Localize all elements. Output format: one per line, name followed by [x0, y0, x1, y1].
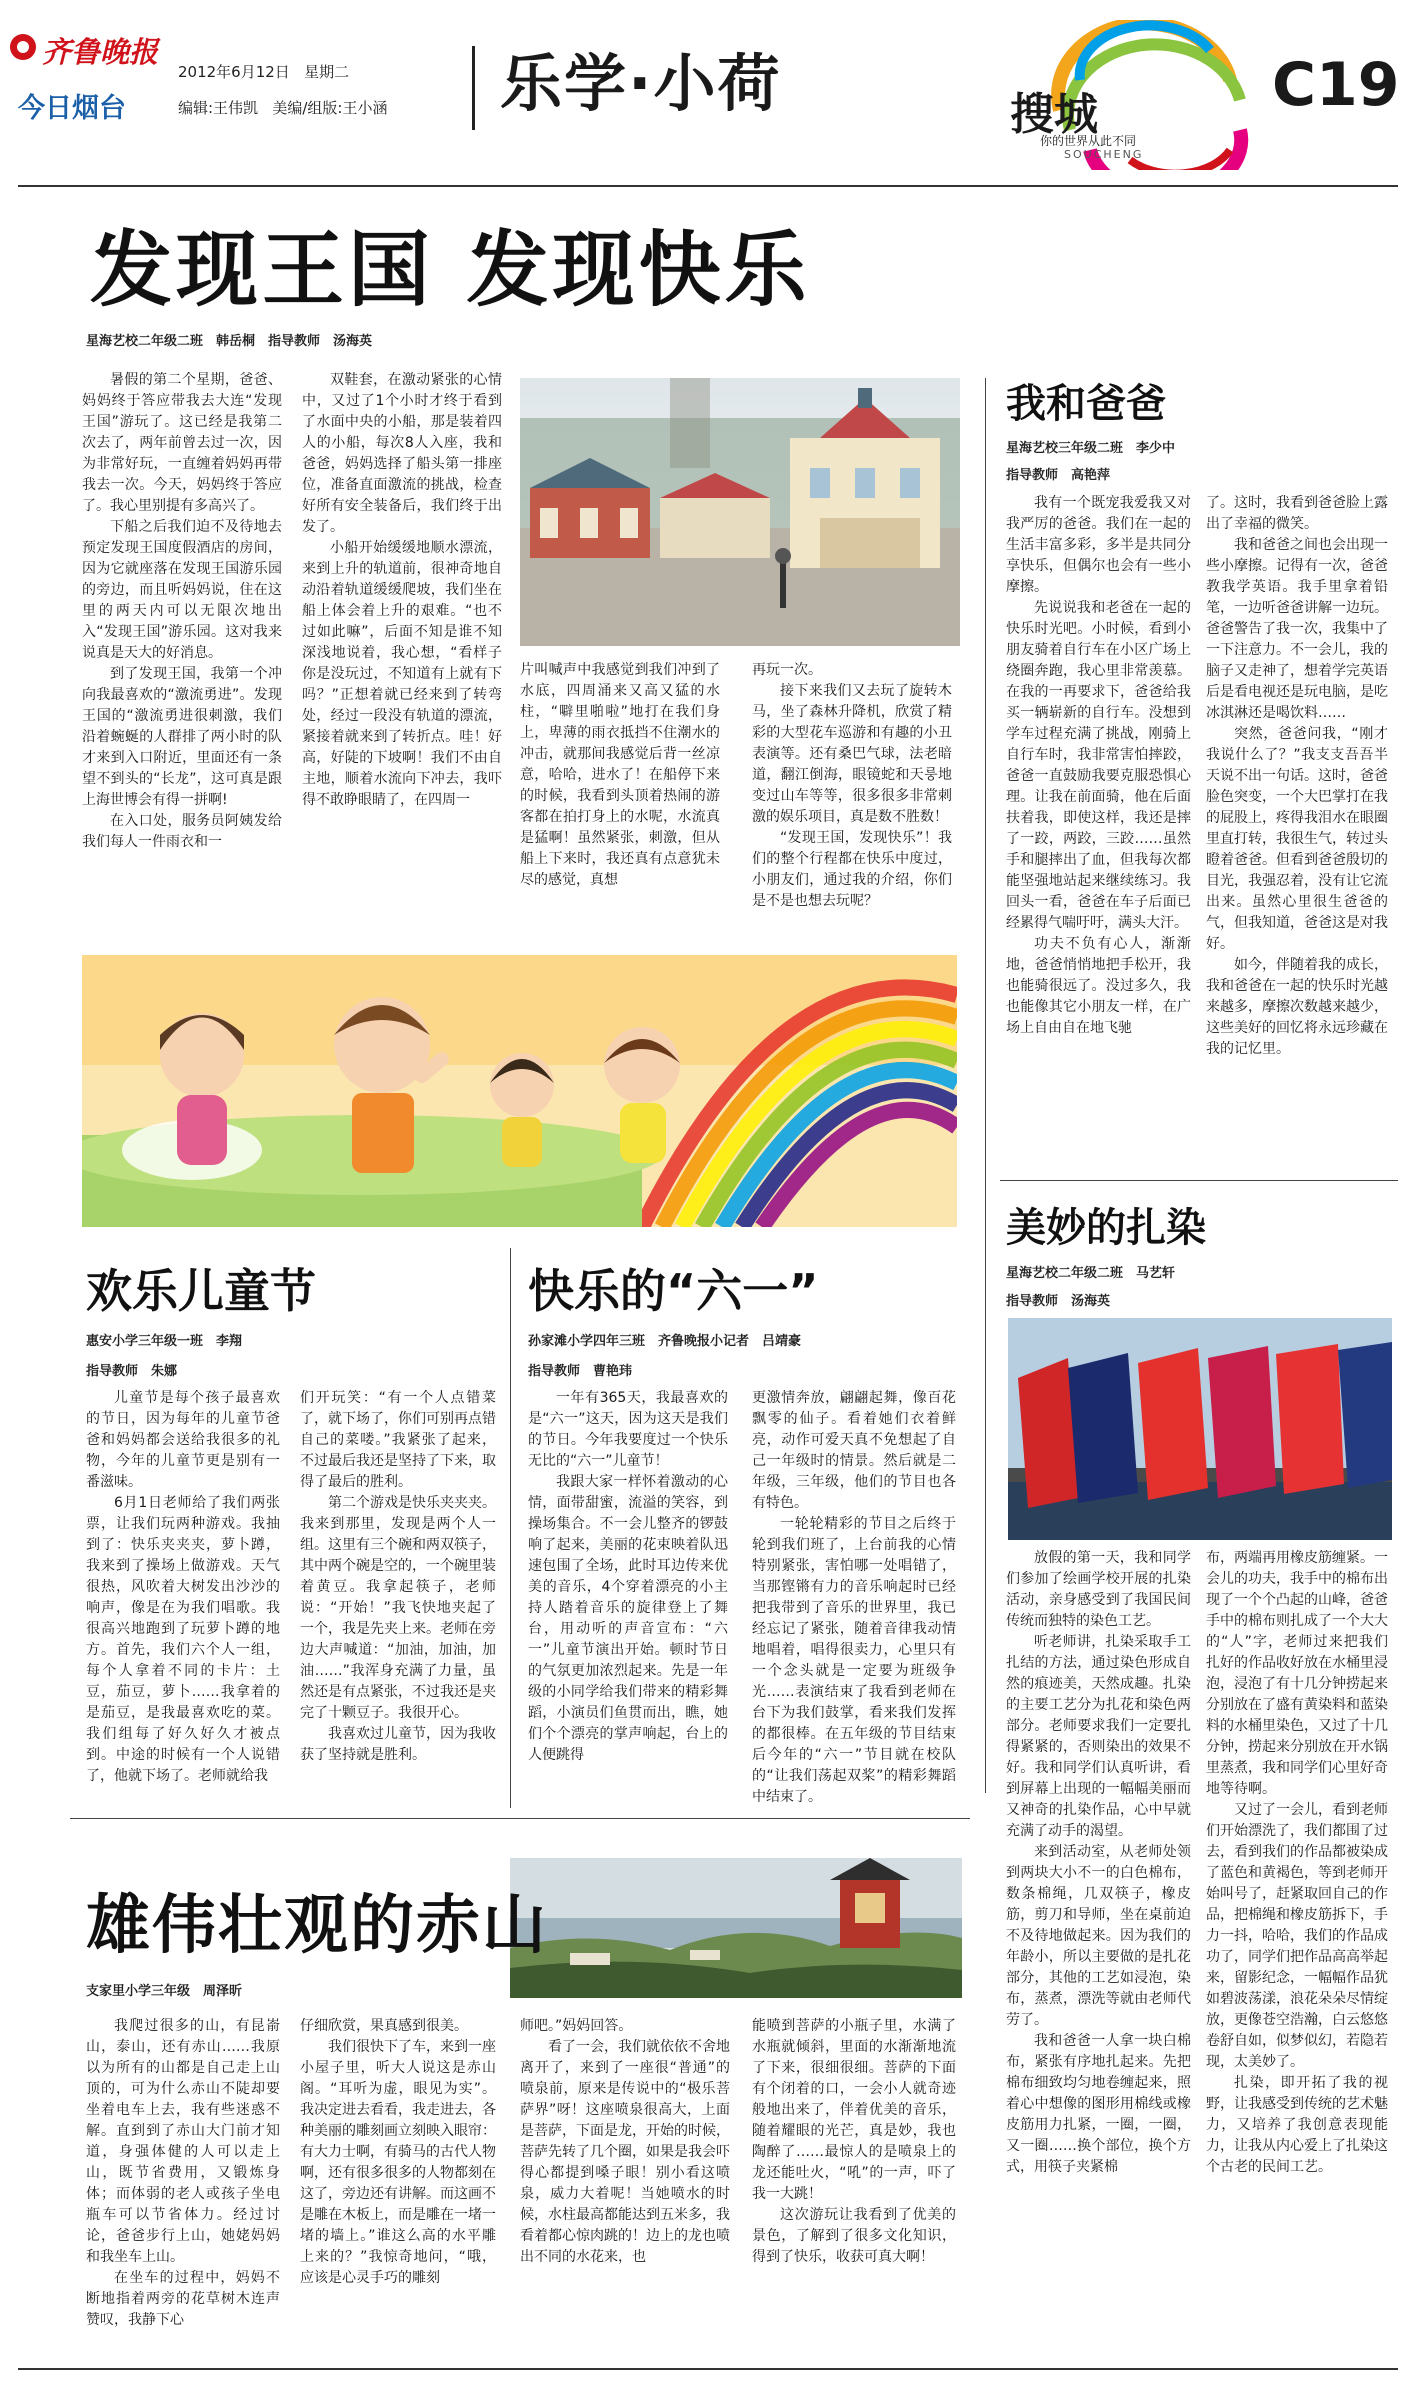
- paragraph: 放假的第一天，我和同学们参加了绘画学校开展的扎染活动，亲身感受到了我国民间传统而独特的染色工艺。: [1006, 1550, 1191, 1629]
- paper-name: 齐鲁晚报: [42, 35, 159, 69]
- paragraph: 仔细欣赏，果真感到很美。: [300, 2018, 468, 2034]
- column-divider-right: [985, 378, 986, 1793]
- tiedye-article-col-2: [1206, 1548, 1388, 2368]
- tiedye-article-title: 美妙的扎染: [1006, 1205, 1206, 1251]
- paragraph: 在入口处，服务员阿姨发给我们每人一件雨衣和一: [82, 813, 282, 850]
- paragraph: 又过了一会儿，看到老师们开始漂洗了，我们都围了过去，看到我们的作品都被染成了蓝色和黄褐色，等到老师开始叫号了，赶紧取回自己的作品，把棉绳和橡皮筋拆下，手力一抖，哈哈，我们的作品成功了，同学们把作品高高举起来，留影纪念，一幅幅作品犹如碧波荡漾，浪花朵朵尽情绽放，更像苍空浩瀚，白云悠悠卷舒自如，似梦似幻，若隐若现，太美妙了。: [1206, 1802, 1388, 2070]
- section-divider: [1000, 1180, 1398, 1181]
- paragraph: 听老师讲，扎染采取手工扎结的方法，通过染色形成自然的痕迹美，天然成趣。扎染的主要工艺分为扎花和染色两部分。老师要求我们一定要扎得紧紧的，否则染出的效果不好。我和同学们认真听讲，看到屏幕上出现的一幅幅美丽而又神奇的扎染作品，心中早就充满了动手的渴望。: [1006, 1634, 1191, 1839]
- issue-date: 2012年6月12日: [178, 63, 290, 81]
- dad-article-byline: 星海艺校三年级二班 李少中: [1006, 441, 1176, 456]
- paragraph: 我和爸爸一人拿一块白棉布，紧张有序地扎起来。先把棉布细致均匀地卷缠起来，照着心中想像的图形用棉线或橡皮筋用力扎紧，一圈，一圈，又一圈……换个部位，换个方式，用筷子夹紧棉: [1006, 2033, 1191, 2175]
- paragraph: 了。这时，我看到爸爸脸上露出了幸福的微笑。: [1206, 495, 1388, 532]
- chishan-col-4: [752, 2016, 956, 2356]
- section-title: 乐学·小荷: [500, 47, 782, 120]
- edition-name: 今日烟台: [18, 93, 126, 124]
- paragraph: 一轮轮精彩的节目之后终于轮到我们班了，上台前我的心情特别紧张，害怕哪一处唱错了，当那铿锵有力的音乐响起时已经把我带到了音乐的世界里，我已经忘记了紧张，随着音律我动情地唱着，唱得很卖力，心里只有一个念头就是一定要为班级争光……表演结束了我看到老师在台下为我们鼓掌，看来我们发挥的都很棒。在五年级的节目结束后今年的“六一”节目就在校队的“让我们荡起双桨”的精彩舞蹈中结束了。: [752, 1516, 956, 1805]
- column-divider-mid: [510, 1248, 511, 1808]
- children-day-article-teacher: 指导教师 曹艳玮: [528, 1364, 633, 1379]
- tiedye-article-byline: 星海艺校二年级二班 马艺轩: [1006, 1266, 1176, 1281]
- page-number: C19: [1272, 50, 1400, 120]
- kids-day-col-2: [300, 1388, 496, 1808]
- main-article-col-1: [82, 370, 282, 945]
- editor-credit: 编辑:王伟凯: [178, 99, 259, 117]
- kids-day-article-teacher: 指导教师 朱娜: [86, 1364, 178, 1379]
- paragraph: 暑假的第二个星期，爸爸、妈妈终于答应带我去大连“发现王国”游玩了。这已经是我第二次去了，两年前曾去过一次，因为非常好玩，一直缠着妈妈再带我去一次。今天，妈妈终于答应了。我心里别提有多高兴了。: [82, 372, 282, 514]
- paragraph: 接下来我们又去玩了旋转木马，坐了森林升降机，欣赏了精彩的大型花车巡游和有趣的小丑表演等。还有桑巴气球，法老暗道，翻江倒海，眼镜蛇和天룽地变过山车等等，很多很多非常刺激的娱乐项目，真是数不胜数！: [752, 683, 952, 825]
- paragraph: 我喜欢过儿童节，因为我收获了坚持就是胜利。: [300, 1726, 496, 1763]
- brand-name: 搜城: [1010, 89, 1098, 140]
- paragraph: 突然，爸爸问我，“刚才我说什么了？”我支支吾吾半天说不出一句话。这时，爸爸脸色突变，一个大巴掌打在我的屁股上，疼得我泪水在眼圈里直打转，我很生气，转过头瞪着爸爸。但看到爸爸殷切的目光，我强忍着，没有让它流出来。虽然心里很生爸爸的气，但我知道，爸爸这是对我好。: [1206, 726, 1388, 952]
- designer-credit: 美编/组版:王小涵: [272, 99, 388, 117]
- main-article-byline: 星海艺校二年级二班 韩岳桐 指导教师 汤海英: [86, 334, 373, 349]
- kids-day-article-title: 欢乐儿童节: [86, 1264, 316, 1318]
- paragraph: 我有一个既宠我爱我又对我严厉的爸爸。我们在一起的生活丰富多彩，多半是共同分享快乐，但偶尔也会有一些小摩擦。: [1006, 495, 1191, 595]
- footer-rule: [18, 2368, 1398, 2370]
- tiedye-photo: [1008, 1318, 1392, 1540]
- chishan-col-2: [300, 2016, 496, 2356]
- paragraph: 来到活动室，从老师处领到两块大小不一的白色棉布，数条棉绳，几双筷子，橡皮筋，剪刀和导师，坐在桌前迫不及待地做起来。因为我们的年龄小，所以主要做的是扎花部分，其他的工艺如浸泡，染布，蒸煮，漂洗等就由老师代劳了。: [1006, 1844, 1191, 2028]
- children-day-col-2: [752, 1388, 956, 1808]
- kids-day-col-1: [86, 1388, 280, 1808]
- paragraph: 如今，伴随着我的成长，我和爸爸在一起的快乐时光越来越多，摩擦次数越来越少，这些美好的回忆将永远珍藏在我的记忆里。: [1206, 957, 1388, 1057]
- masthead: [0, 0, 1417, 190]
- header-info: [178, 54, 387, 126]
- paragraph: 们开玩笑：“有一个人点错菜了，就下场了，你们可别再点错自己的菜喽。”我紧张了起来，不过最后我还是坚持了下来，取得了最后的胜利。: [300, 1390, 496, 1490]
- paragraph: 我们很快下了车，来到一座小屋子里，听大人说这是赤山阁。“耳听为虚，眼见为实”。我决定进去看看，我走进去，各种美丽的雕刻画立刻映入眼帘：有大力士啊，有骑马的古代人物啊，还有很多很多的人物都刻在这了，旁边还有讲解。而这画不是雕在木板上，而是雕在一堵一堵的墙上。”谁这么高的水平雕上来的？”我惊奇地问，“哦，应该是心灵手巧的雕刻: [300, 2039, 496, 2286]
- brand-slogan: 你的世界从此不同: [1040, 134, 1137, 148]
- paragraph: 再玩一次。: [752, 662, 822, 678]
- dad-article-col-1: [1006, 493, 1191, 1165]
- paragraph: 布，两端再用橡皮筋缠紧。一会儿的功夫，我手中的棉布出现了一个个凸起的山峰，爸爸手中的棉布则扎成了一个大大的“人”字，老师过来把我们扎好的作品收好放在水桶里浸泡，浸泡了有十几分钟捞起来分别放在了盛有黄染料和蓝染料的水桶里染色，又过了十几分钟，捞起来分别放在开水锅里蒸煮，我和同学们心里好奇地等待啊。: [1206, 1550, 1388, 1797]
- tiedye-article-col-1: [1006, 1548, 1191, 2368]
- paragraph: 小船开始缓缓地顺水漂流，来到上升的轨道前，很神奇地自动沿着轨道缓缓爬坡，我们坐在船上体会着上升的艰难。“也不过如此嘛”，后面不知是谁不知深浅地说着，我心想，“看样子你是没玩过，不知道有上就有下吗？”正想着就已经来到了转弯处，经过一段没有轨道的漂流，紧接着就来到了转折点。哇！好高，好陡的下坡啊！我们不由自主地，顺着水流向下冲去，我吓得不敢睁眼睛了，在四周一: [302, 540, 502, 808]
- brand-pinyin: SOUCHENG: [1064, 148, 1144, 161]
- paragraph: “发现王国，发现快乐”！我们的整个行程都在快乐中度过，小朋友们，通过我的介绍，你们是不是也想去玩呢？: [752, 830, 952, 909]
- paragraph: 我跟大家一样怀着激动的心情，面带甜蜜，流溢的笑容，到操场集合。不一会儿整齐的锣鼓响了起来，美丽的花束映着队迅速包围了全场，此时耳边传来优美的音乐，4个穿着漂亮的小主持人踏着音乐的旋律登上了舞台，用动听的声音宣布：“六一”儿童节演出开始。顿时节日的气氛更加浓烈起来。先是一年级的小同学给我们带来的精彩舞蹈，小演员们鱼贯而出，瞧，她们个个漂亮的掌声响起，台上的人便跳得: [528, 1474, 728, 1763]
- paragraph: 到了发现王国，我第一个冲向我最喜欢的“激流勇进”。发现王国的“激流勇进很刺激，我们沿着蜿蜒的人群排了两小时的队才来到入口附近，里面还有一条望不到头的“长龙”，这可真是跟上海世博会有得一拼啊!: [82, 666, 282, 808]
- tiedye-article-teacher: 指导教师 汤海英: [1006, 1294, 1111, 1309]
- chishan-photo: [510, 1858, 962, 1998]
- paragraph: 在坐车的过程中，妈妈不断地指着两旁的花草树木连声赞叹，我静下心: [86, 2270, 280, 2328]
- children-day-col-1: [528, 1388, 728, 1808]
- chishan-col-1: [86, 2016, 280, 2356]
- logo-sun-icon: [8, 32, 38, 62]
- kids-day-article-byline: 惠安小学三年级一班 李翔: [86, 1334, 243, 1349]
- issue-weekday: 星期二: [304, 63, 350, 81]
- paragraph: 这次游玩让我看到了优美的景色，了解到了很多文化知识，得到了快乐，收获可真大啊！: [752, 2207, 956, 2265]
- dad-article-col-2: [1206, 493, 1388, 1165]
- header-divider: [472, 46, 475, 130]
- paragraph: 第二个游戏是快乐夹夹夹。我来到那里，发现是两个人一组。这里有三个碗和两双筷子，其中两个碗是空的，一个碗里装着黄豆。我拿起筷子，老师说：“开始！”我飞快地夹起了一个，我是先夹上来。老师在旁边大声喊道：“加油，加油，加油……”我浑身充满了力量，虽然还是有点紧张，不过我还是夹完了十颗豆子。我很开心。: [300, 1495, 496, 1721]
- children-day-article-byline: 孙家滩小学四年三班 齐鲁晚报小记者 吕靖豪: [528, 1334, 802, 1349]
- paragraph: 能喷到菩萨的小瓶子里，水满了水瓶就倾斜，里面的水渐渐地流了下来，很细很细。菩萨的下面有个闭着的口，一会小人就奇迹般地出来了，伴着优美的音乐，随着耀眼的光芒，真是妙，我也陶醉了……最惊人的是喷泉上的龙还能吐火，“吼”的一声，吓了我一大跳！: [752, 2018, 956, 2202]
- chishan-article-title: 雄伟壮观的赤山: [86, 1889, 548, 1963]
- main-article-col-2: [302, 370, 502, 945]
- section-divider: [70, 1818, 970, 1819]
- paragraph: 师吧。”妈妈回答。: [520, 2018, 633, 2034]
- paragraph: 一年有365天，我最喜欢的是“六一”这天，因为这天是我们的节日。今年我要度过一个快乐无比的“六一”儿童节！: [528, 1390, 728, 1469]
- dad-article-teacher: 指导教师 高艳萍: [1006, 468, 1111, 483]
- dad-article-title: 我和爸爸: [1006, 381, 1166, 427]
- children-illustration: [82, 955, 957, 1227]
- paragraph: 更激情奔放，翩翩起舞，像百花飘零的仙子。看着她们衣着鲜亮，动作可爱天真不免想起了自己一年级时的情景。然后就是二年级，三年级，他们的节目也各有特色。: [752, 1390, 956, 1511]
- header-rule: [18, 185, 1398, 187]
- paragraph: 我和爸爸之间也会出现一些小摩擦。记得有一次，爸爸教我学英语。我手里拿着铅笔，一边听爸爸讲解一边玩。爸爸警告了我一次，我集中了一下注意力。不一会儿，我的脑子又走神了，想着学完英语后是看电视还是玩电脑，是吃冰淇淋还是喝饮料……: [1206, 537, 1388, 721]
- children-day-article-title: 快乐的“六一”: [528, 1264, 819, 1318]
- paragraph: 先说说我和老爸在一起的快乐时光吧。小时候，看到小朋友骑着自行车在小区广场上绕圈奔跑，我心里非常羡慕。在我的一再要求下，爸爸给我买一辆崭新的自行车。没想到学车过程充满了挑战，刚骑上自行车时，我非常害怕摔跤，爸爸一直鼓励我要克服恐惧心理。让我在前面骑，他在后面扶着我，即使这样，我还是摔了一跤，两跤，三跤……虽然手和腿摔出了血，但我每次都能坚强地站起来继续练习。我回头一看，爸爸在车子后面已经累得气喘吁吁，满头大汗。: [1006, 600, 1191, 931]
- paragraph: 6月1日老师给了我们两张票，让我们玩两种游戏。我抽到了：快乐夹夹夹，萝卜蹲，我来到了操场上做游戏。天气很热，风吹着大树发出沙沙的响声，像是在为我们唱歌。我很高兴地跑到了玩萝卜蹲的地方。首先，我们六个人一组，每个人拿着不同的卡片：土豆，茄豆，萝卜……我拿着的是茄豆，是我最喜欢吃的菜。我们组每了好久好久才被点到。中途的时候有一个人说错了，他就下场了。老师就给我: [86, 1495, 280, 1784]
- chishan-col-3: [520, 2016, 730, 2356]
- main-article-col-4: [752, 660, 952, 950]
- paragraph: 扎染，即开拓了我的视野，让我感受到传统的艺术魅力，又培养了我创意表现能力，让我从内心爱上了扎染这个古老的民间工艺。: [1206, 2075, 1388, 2175]
- paragraph: 看了一会，我们就依依不舍地离开了，来到了一座很“普通”的喷泉前，原来是传说中的“极乐菩萨界”呀！这座喷泉很高大，上面是菩萨，下面是龙，开始的时候，菩萨先转了几个圈，如果是我会吓得心都提到嗓子眼！别小看这喷泉，威力大着呢！当她喷水的时候，水柱最高都能达到五米多，我看着都心惊肉跳的！边上的龙也喷出不同的水花来，也: [520, 2039, 730, 2265]
- paragraph: 双鞋套，在激动紧张的心情中，又过了1个小时才终于看到了水面中央的小船，那是装着四人的小船，每次8人入座，我和爸爸，妈妈选择了船头第一排座位，准备直面激流的挑战，检查好所有安全装备后，我们终于出发了。: [302, 372, 502, 535]
- chishan-article-byline: 支家里小学三年级 周泽昕: [86, 1984, 243, 1999]
- discovery-kingdom-photo: [520, 378, 960, 646]
- paragraph: 儿童节是每个孩子最喜欢的节日，因为每年的儿童节爸爸和妈妈都会送给我很多的礼物，今年的儿童节更是别有一番滋味。: [86, 1390, 280, 1490]
- main-article-title: 发现王国 发现快乐: [90, 223, 811, 318]
- main-article-col-3: [520, 660, 720, 950]
- paragraph: 功夫不负有心人，渐渐地，爸爸悄悄地把手松开，我也能骑很远了。没过多久，我也能像其它小朋友一样，在广场上自由自在地飞驰: [1006, 936, 1191, 1036]
- paragraph: 我爬过很多的山，有昆嵛山，泰山，还有赤山……我原以为所有的山都是自己走上山顶的，可为什么赤山不陡却要坐着电车上去，我有些迷惑不解。直到到了赤山大门前才知道，身强体健的人可以走上山，既节省费用，又锻炼身体；而体弱的老人或孩子坐电瓶车可以节省体力。经过讨论，爸爸步行上山，她姥妈妈和我坐车上山。: [86, 2018, 280, 2265]
- paper-logo: [8, 30, 178, 69]
- paragraph: 片叫喊声中我感觉到我们冲到了水底，四周涌来又高又猛的水柱，“噼里啪啦”地打在我们身上，卑薄的雨衣抵挡不住潮水的冲击，就那间我感觉后背一丝凉意，哈哈，进水了！在船停下来的时候，我看到头顶着热闹的游客都在拍打身上的水呢，水流真是猛啊！虽然紧张，刺激，但从船上下来时，我还真有点意犹未尽的感觉，真想: [520, 662, 720, 888]
- paragraph: 下船之后我们迫不及待地去预定发现王国度假酒店的房间，因为它就座落在发现王国游乐园的旁边，而且听妈妈说，住在这里的两天内可以无限次地出入“发现王国”游乐园。这对我来说真是天大的好消息。: [82, 519, 282, 661]
- brand-logo: [980, 20, 1250, 170]
